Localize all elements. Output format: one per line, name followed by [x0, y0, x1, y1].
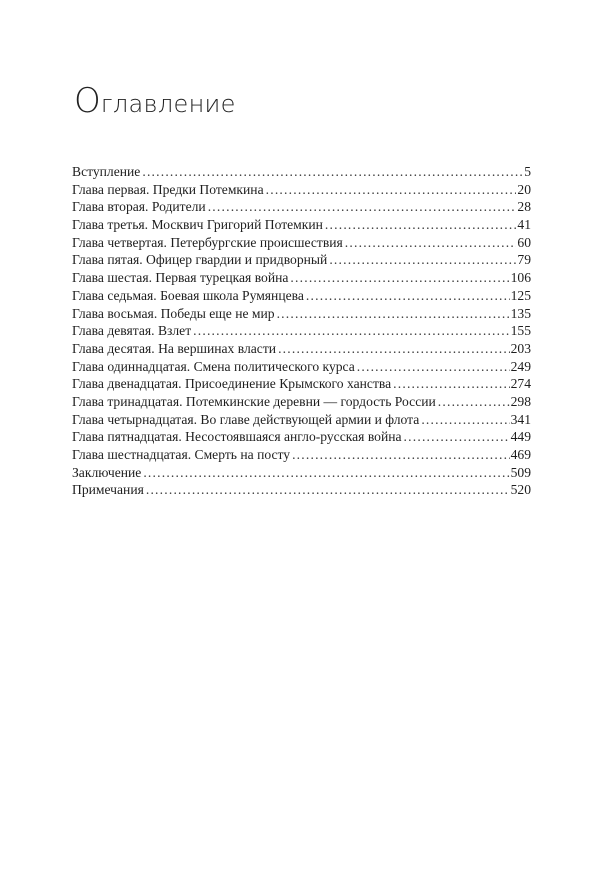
toc-entry-label: Глава шестая. Первая турецкая война: [72, 270, 289, 286]
toc-page-number: 249: [510, 358, 531, 374]
toc-page-number: 520: [510, 482, 531, 498]
toc-page-number: 509: [510, 464, 531, 480]
toc-entry-label: Глава третья. Москвич Григорий Потемкин: [72, 217, 323, 233]
toc-entry-chapter-4[interactable]: [72, 234, 531, 252]
toc-entry-label: Глава вторая. Родители: [72, 199, 206, 215]
toc-page-number: 469: [510, 447, 531, 462]
toc-entry-label: Глава первая. Предки Потемкина: [72, 181, 264, 197]
dot-leader: [193, 322, 509, 340]
dot-leader: [329, 251, 516, 269]
toc-page-number: 341: [510, 411, 531, 427]
toc-page-number: 60: [517, 234, 531, 250]
toc-entry-label: Глава двенадцатая. Присоединение Крымского ханства: [72, 376, 392, 392]
toc-page-number: 5: [524, 164, 531, 179]
toc-entry-chapter-3[interactable]: [72, 216, 531, 234]
toc-entry-label: Глава шестнадцатая. Смерть на посту: [72, 447, 291, 462]
dot-leader: [208, 198, 517, 216]
toc-page-number: 79: [517, 252, 531, 268]
toc-page-number: 106: [510, 270, 531, 286]
toc-page-number: 20: [517, 181, 531, 197]
dot-leader: [357, 358, 510, 376]
dot-leader: [306, 287, 510, 305]
toc-page-number: 203: [510, 340, 531, 356]
title-rest: главление: [100, 90, 236, 118]
toc-entry-label: Примечания: [72, 482, 144, 498]
dot-leader: [146, 481, 510, 499]
toc-entry-chapter-5[interactable]: [72, 251, 531, 269]
table-of-contents: [72, 163, 531, 499]
dot-leader: [290, 269, 509, 287]
toc-entry-chapter-15[interactable]: [72, 428, 531, 446]
dot-leader: [143, 464, 509, 482]
toc-entry-label: Глава четырнадцатая. Во главе действующей армии и флота: [72, 411, 420, 427]
toc-entry-chapter-1[interactable]: [72, 181, 531, 199]
toc-entry-introduction[interactable]: [72, 163, 531, 181]
dot-leader: [278, 340, 510, 358]
toc-entry-conclusion[interactable]: [72, 464, 531, 482]
toc-entry-chapter-11[interactable]: [72, 358, 531, 376]
dot-leader: [325, 216, 516, 234]
toc-page-number: 125: [510, 287, 531, 303]
toc-entry-label: Глава восьмая. Победы еще не мир: [72, 305, 275, 321]
dot-leader: [142, 163, 523, 181]
toc-entry-label: Глава пятнадцатая. Несостоявшаяся англо-русская война: [72, 429, 402, 445]
toc-entry-notes[interactable]: [72, 481, 531, 499]
toc-entry-label: Вступление: [72, 164, 141, 179]
toc-entry-label: Глава тринадцатая. Потемкинские деревни — гордость России: [72, 393, 436, 409]
toc-page-number: 274: [510, 376, 531, 392]
toc-entry-label: Глава пятая. Офицер гвардии и придворный: [72, 252, 328, 268]
dot-leader: [266, 181, 517, 199]
toc-entry-label: Глава одиннадцатая. Смена политического курса: [72, 358, 355, 374]
toc-entry-label: Глава седьмая. Боевая школа Румянцева: [72, 287, 304, 303]
toc-entry-chapter-10[interactable]: [72, 340, 531, 358]
toc-entry-chapter-8[interactable]: [72, 305, 531, 323]
dot-leader: [438, 393, 510, 411]
toc-entry-label: Глава девятая. Взлет: [72, 323, 192, 339]
toc-page-number: 41: [517, 217, 531, 233]
toc-page-number: 135: [510, 305, 531, 321]
toc-entry-chapter-9[interactable]: [72, 322, 531, 340]
toc-entry-label: Глава десятая. На вершинах власти: [72, 340, 277, 356]
toc-entry-chapter-13[interactable]: [72, 393, 531, 411]
toc-entry-label: Заключение: [72, 464, 142, 480]
toc-page-number: 155: [510, 323, 531, 339]
dot-leader: [345, 234, 517, 252]
toc-page-number: 298: [510, 393, 531, 409]
toc-entry-label: Глава четвертая. Петербургские происшествия: [72, 234, 343, 250]
toc-entry-chapter-6[interactable]: [72, 269, 531, 287]
toc-page-number: 28: [517, 199, 531, 215]
toc-entry-chapter-16[interactable]: [72, 446, 531, 464]
toc-entry-chapter-14[interactable]: [72, 411, 531, 429]
toc-entry-chapter-12[interactable]: [72, 375, 531, 393]
dot-leader: [277, 305, 510, 323]
page-title: [74, 81, 236, 121]
toc-page-number: 449: [510, 429, 531, 445]
dot-leader: [393, 375, 509, 393]
dot-leader: [404, 428, 510, 446]
dot-leader: [292, 446, 510, 464]
dot-leader: [421, 411, 509, 429]
toc-entry-chapter-2[interactable]: [72, 198, 531, 216]
title-initial: О: [74, 81, 101, 121]
toc-entry-chapter-7[interactable]: [72, 287, 531, 305]
